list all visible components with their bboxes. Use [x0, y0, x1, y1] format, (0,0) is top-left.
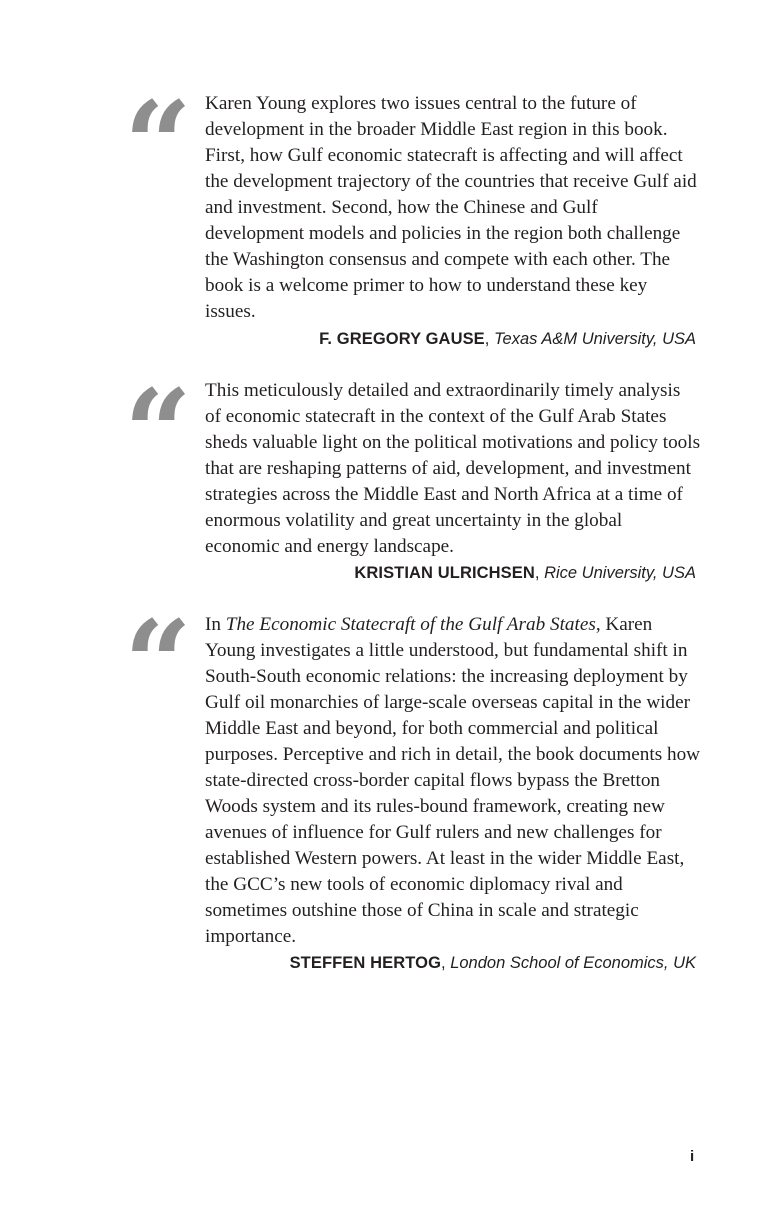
- endorser-affiliation: London School of Economics, UK: [450, 954, 696, 972]
- endorsement-attribution: [354, 562, 696, 584]
- endorser-affiliation: Rice University, USA: [544, 564, 696, 582]
- page-number: i: [690, 1148, 695, 1165]
- text-before-title: In: [205, 614, 226, 635]
- endorser-name: KRISTIAN ULRICHSEN: [354, 564, 535, 582]
- quote-mark-icon: “: [124, 363, 186, 502]
- endorsement-text: This meticulously detailed and extraordinarily timely analysis of economic statecraft in the context of the Gulf Arab States sheds valuable light on the political motivations and policy tools that are reshaping patterns of aid, development, and investment strategies across the Middle East and North Africa at a time of enormous volatility and great uncertainty in the global economic and energy landscape.: [205, 380, 701, 557]
- endorsement-attribution: [319, 328, 696, 350]
- endorser-name: F. GREGORY GAUSE: [319, 330, 485, 348]
- text-after-title: , Karen Young investigates a little understood, but fundamental shift in South-South economic relations: the increasing deployment by Gulf oil monarchies of large-scale overseas capital in the wider Middle East and beyond, for both commercial and political purposes. Perceptive and rich in detail, the book documents how state-directed cross-border capital flows bypass the Bretton Woods system and its rules-bound framework, creating new avenues of influence for Gulf rulers and new challenges for established Western powers. At least in the wider Middle East, the GCC’s new tools of economic diplomacy rival and sometimes outshine those of China in scale and strategic importance.: [205, 614, 701, 947]
- endorser-name: STEFFEN HERTOG: [289, 954, 442, 972]
- attribution-separator: ,: [534, 564, 545, 582]
- attribution-separator: ,: [484, 330, 494, 348]
- quote-mark-icon: “: [124, 75, 186, 214]
- attribution-separator: ,: [441, 954, 451, 972]
- endorser-affiliation: Texas A&M University, USA: [493, 330, 696, 348]
- endorsement-text: Karen Young explores two issues central to the future of development in the broader Middle East region in this book. First, how Gulf economic statecraft is affecting and will affect the development trajectory of the countries that receive Gulf aid and investment. Second, how the Chinese and Gulf development models and policies in the region both challenge the Washington consensus and compete with each other. The book is a welcome primer to how to understand these key issues.: [205, 93, 697, 322]
- endorsement-attribution: [290, 952, 696, 974]
- endorsement-text: [205, 612, 701, 950]
- quote-mark-icon: “: [124, 594, 186, 733]
- book-title: The Economic Statecraft of the Gulf Arab States: [225, 614, 596, 635]
